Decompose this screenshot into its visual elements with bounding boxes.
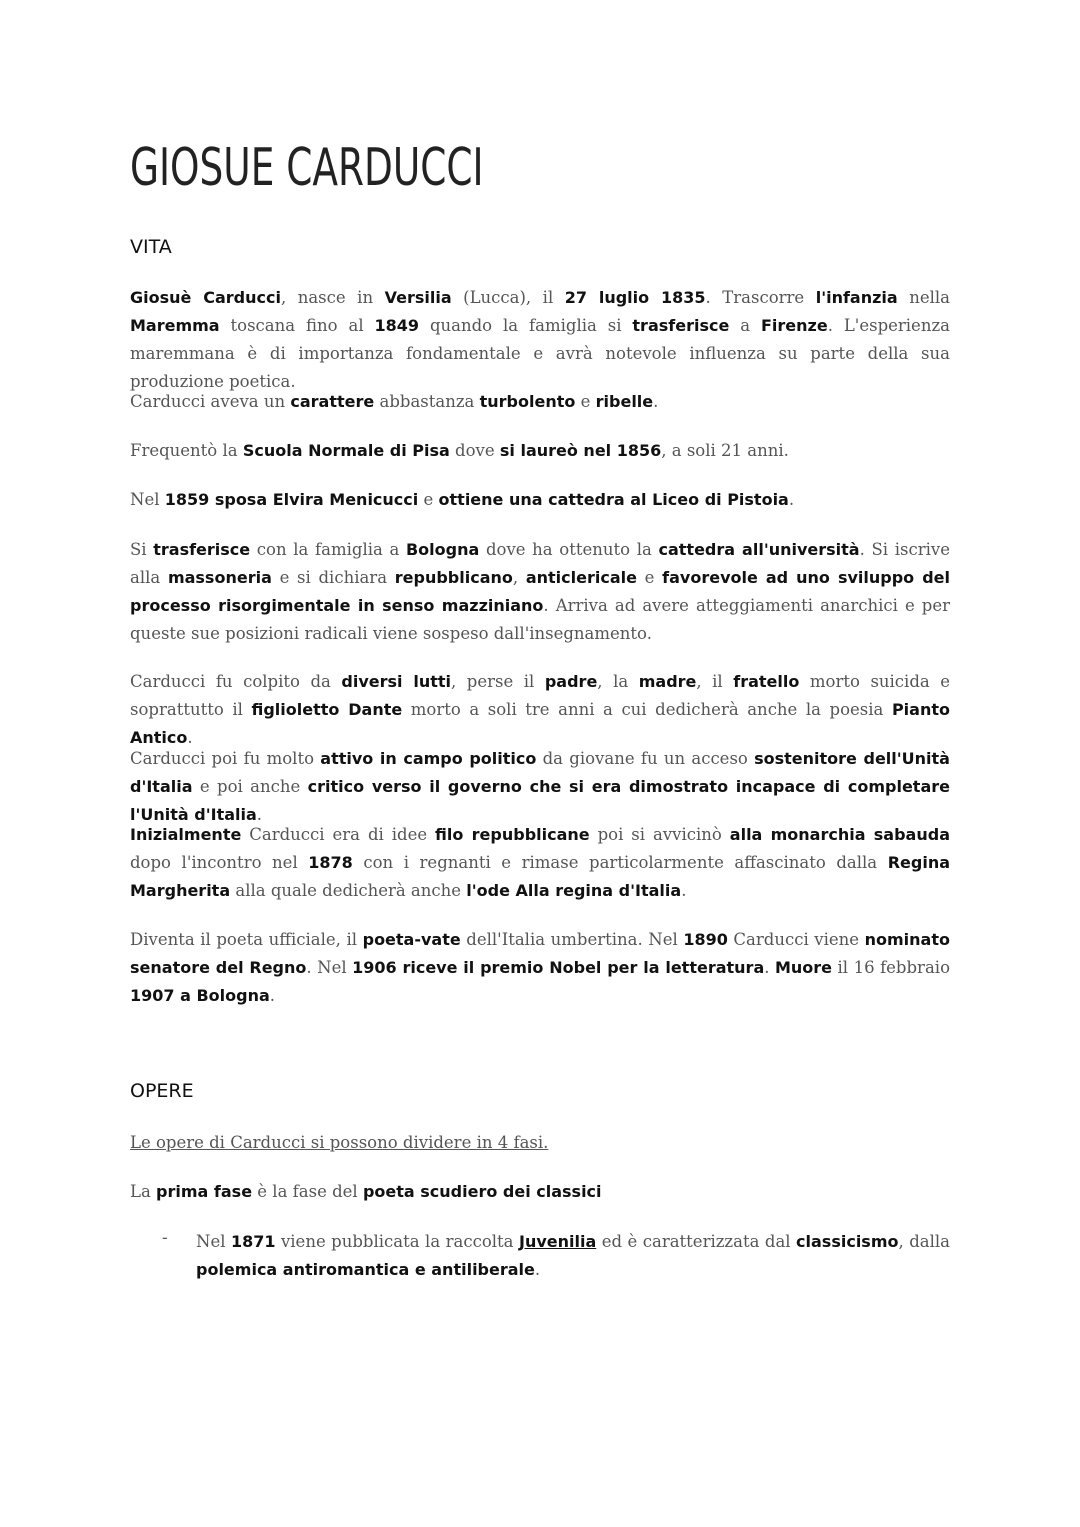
bold-text: ribelle <box>595 392 654 411</box>
paragraph-marriage <box>130 486 950 514</box>
bold-text: 1878 <box>308 853 353 872</box>
text-run: toscana fino al <box>219 316 375 335</box>
text-run: , la <box>597 672 639 691</box>
bullet-marker: - <box>162 1228 168 1247</box>
text-run: Si <box>130 540 154 559</box>
paragraph-first-phase <box>130 1178 950 1206</box>
text-run: da giovane fu un acceso <box>536 749 755 768</box>
paragraph-late-life <box>130 926 950 1010</box>
text-run: , dalla <box>898 1232 950 1251</box>
text-run: quando la famiglia si <box>419 316 633 335</box>
paragraph-bologna <box>130 536 950 648</box>
text-run: Carducci fu colpito da <box>130 672 342 691</box>
text-run: con i regnanti e rimase particolarmente affascinato dalla <box>352 853 888 872</box>
bold-text: si laureò nel 1856 <box>499 441 662 460</box>
bold-text: Scuola Normale di Pisa <box>242 441 450 460</box>
bold-text: alla monarchia sabauda <box>729 825 950 844</box>
bold-text: l'infanzia <box>815 288 898 307</box>
text-run: con la famiglia a <box>250 540 406 559</box>
text-run: è la fase del <box>252 1182 363 1201</box>
bold-text: nominato senatore del Regno <box>130 930 950 977</box>
bold-text: Giosuè Carducci <box>130 288 281 307</box>
text-run: . <box>653 392 659 411</box>
bold-text: Muore <box>774 958 833 977</box>
text-run: e <box>636 568 663 587</box>
bold-text: 1871 <box>230 1232 276 1251</box>
bold-text: Versilia <box>384 288 452 307</box>
bold-text: diversi lutti <box>341 672 452 691</box>
bold-text: Pianto Antico <box>130 700 950 747</box>
text-run: , a soli 21 anni. <box>661 441 789 460</box>
text-run: , perse il <box>451 672 545 691</box>
bold-text: Juvenilia <box>518 1232 597 1251</box>
document-title: GIOSUE CARDUCCI <box>130 138 484 198</box>
bold-text: 1849 <box>374 316 420 335</box>
text-run: . <box>788 490 795 509</box>
bold-text: 27 luglio 1835 <box>564 288 706 307</box>
bold-text: l'ode Alla regina d'Italia <box>466 881 682 900</box>
bold-text: Regina Margherita <box>130 853 950 900</box>
text-run: . Nel <box>306 958 353 977</box>
text-run: e <box>575 392 596 411</box>
bold-text: critico verso il governo che si era dimostrato incapace di completare l'Unità d'Italia <box>130 777 950 824</box>
bold-text: carattere <box>290 392 375 411</box>
bold-text: trasferisce <box>153 540 251 559</box>
bold-text: classicismo <box>796 1232 899 1251</box>
paragraph-politics <box>130 745 950 829</box>
text-run: Frequentò la <box>130 441 243 460</box>
text-run: e <box>418 490 439 509</box>
text-run: viene pubblicata la raccolta <box>275 1232 519 1251</box>
paragraph-education <box>130 437 950 465</box>
bold-text: Inizialmente <box>130 825 242 844</box>
text-run: a <box>729 316 761 335</box>
bold-text: trasferisce <box>632 316 730 335</box>
bold-text: filo repubblicane <box>435 825 590 844</box>
text-run: dove ha ottenuto la <box>479 540 659 559</box>
text-run: morto a soli tre anni a cui dedicherà anche la poesia <box>402 700 892 719</box>
bold-text: turbolento <box>479 392 576 411</box>
bold-text: sostenitore dell'Unità d'Italia <box>130 749 950 796</box>
bold-text: 1890 <box>683 930 728 949</box>
bold-text: 1906 riceve il premio Nobel per la letteratura <box>352 958 765 977</box>
bold-text: padre <box>544 672 598 691</box>
text-run: . <box>187 728 193 747</box>
bold-text: anticlericale <box>525 568 637 587</box>
text-run: , il <box>696 672 734 691</box>
bold-text: 1859 sposa Elvira Menicucci <box>164 490 419 509</box>
text-run: . <box>681 881 687 900</box>
text-run: . <box>764 958 775 977</box>
text-run: poi si avvicinò <box>589 825 730 844</box>
text-run: e poi anche <box>192 777 308 796</box>
text-run: dove <box>449 441 500 460</box>
text-run: . <box>269 986 276 1005</box>
text-run: Nel <box>196 1232 231 1251</box>
text-run: La <box>130 1182 157 1201</box>
text-run: e si dichiara <box>271 568 395 587</box>
paragraph-mourning <box>130 668 950 752</box>
text-run: Carducci poi fu molto <box>130 749 321 768</box>
bold-text: Firenze <box>760 316 828 335</box>
paragraph-birth <box>130 284 950 396</box>
bold-text: favorevole ad uno sviluppo del processo risorgimentale in senso mazziniano <box>130 568 950 615</box>
text-run: Nel <box>130 490 165 509</box>
bold-text: cattedra all'università <box>658 540 860 559</box>
text-run: ed è caratterizzata dal <box>596 1232 797 1251</box>
text-run: dell'Italia umbertina. Nel <box>460 930 684 949</box>
opere-intro: Le opere di Carducci si possono dividere in 4 fasi. <box>130 1133 549 1152</box>
bold-text: ottiene una cattedra al Liceo di Pistoia <box>438 490 789 509</box>
bold-text: madre <box>638 672 697 691</box>
bold-text: Bologna <box>405 540 480 559</box>
section-heading-opere: OPERE <box>130 1080 194 1102</box>
bold-text: poeta scudiero dei classici <box>362 1182 602 1201</box>
text-run: . Arriva ad avere atteggiamenti anarchici e per queste sue posizioni radicali viene sospeso dall'insegnamento. <box>130 596 950 643</box>
text-run: . Si iscrive alla <box>130 540 950 587</box>
text-run: Carducci era di idee <box>241 825 436 844</box>
bold-text: repubblicano <box>394 568 513 587</box>
text-run: . <box>534 1260 541 1279</box>
bold-text: prima fase <box>156 1182 253 1201</box>
text-run: il 16 febbraio <box>832 958 950 977</box>
bold-text: fratello <box>733 672 800 691</box>
text-run: , nasce in <box>280 288 385 307</box>
text-run: morto suicida e soprattutto il <box>130 672 951 719</box>
bold-text: attivo in campo politico <box>320 749 537 768</box>
text-run: . Trascorre <box>705 288 816 307</box>
text-run: alla quale dedicherà anche <box>230 881 467 900</box>
bold-text: massoneria <box>167 568 272 587</box>
bold-text: poeta-vate <box>362 930 461 949</box>
bold-text: Maremma <box>130 316 220 335</box>
text-run: . <box>256 805 263 824</box>
text-run: dopo l'incontro nel <box>130 853 309 872</box>
paragraph-character <box>130 388 950 416</box>
text-run: abbastanza <box>374 392 480 411</box>
text-run: Carducci aveva un <box>130 392 291 411</box>
bold-text: figlioletto Dante <box>251 700 403 719</box>
section-heading-vita: VITA <box>130 236 172 258</box>
text-run: . L'esperienza maremmana è di importanza fondamentale e avrà notevole influenza su parte della sua produzione poetica. <box>130 316 950 391</box>
text-run: (Lucca), il <box>451 288 565 307</box>
bold-text: 1907 a Bologna <box>130 986 270 1005</box>
paragraph-monarchy <box>130 821 950 905</box>
bullet-juvenilia <box>196 1228 950 1284</box>
bold-text: polemica antiromantica e antiliberale <box>196 1260 535 1279</box>
text-run: Carducci viene <box>727 930 865 949</box>
text-run: , <box>512 568 526 587</box>
text-run: Diventa il poeta ufficiale, il <box>130 930 363 949</box>
text-run: nella <box>897 288 951 307</box>
